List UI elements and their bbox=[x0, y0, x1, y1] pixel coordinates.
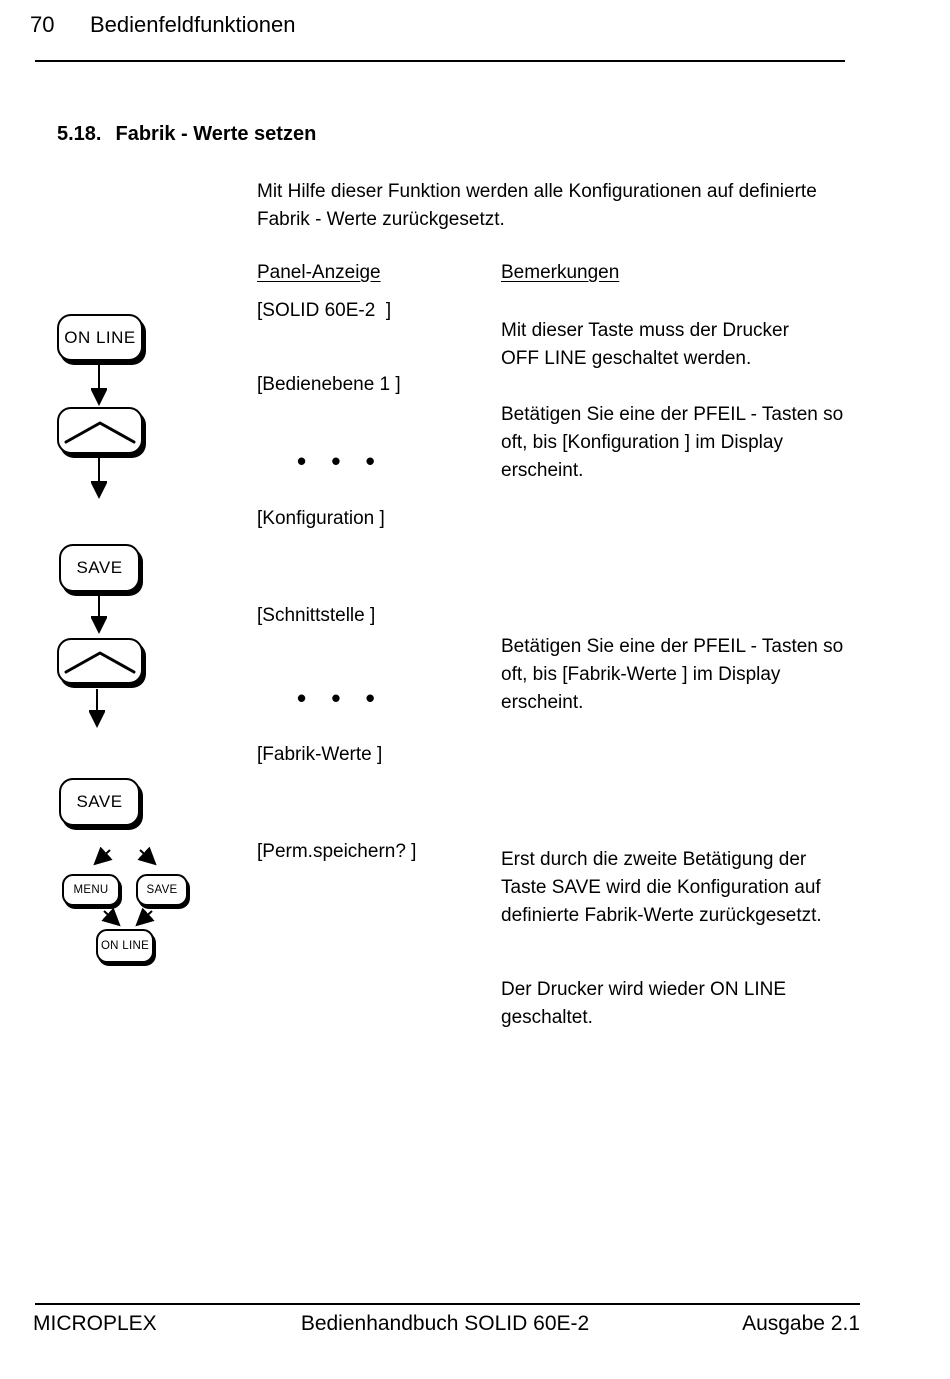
flow-arrow-down-3 bbox=[91, 595, 107, 637]
section-heading bbox=[57, 123, 316, 146]
flow-arrow-down-2 bbox=[91, 458, 107, 502]
remark-4: Erst durch die zweite Betätigung der Taste SAVE wird die Konfiguration auf definierte Fabrik-Werte zurückgesetzt. bbox=[501, 849, 822, 926]
column-header-bemerkungen: Bemerkungen bbox=[501, 262, 620, 283]
section-title: Fabrik - Werte setzen bbox=[115, 123, 317, 145]
online-button-label: ON LINE bbox=[64, 327, 136, 347]
save-button-2 bbox=[59, 778, 140, 826]
footer-doc-title: Bedienhandbuch SOLID 60E-2 bbox=[300, 1312, 590, 1335]
flow-arrow-diag-to-menu bbox=[84, 847, 114, 871]
arrow-up-button-2 bbox=[57, 638, 143, 684]
arrow-up-button-1 bbox=[57, 407, 143, 454]
menu-button-label: MENU bbox=[73, 884, 109, 896]
save-button-small-label: SAVE bbox=[146, 884, 178, 896]
flow-arrow-down-1 bbox=[91, 365, 107, 409]
panel-display-fabrik-werte: [Fabrik-Werte ] bbox=[257, 744, 383, 765]
chevron-up-icon bbox=[63, 646, 137, 676]
chapter-title: Bedienfeldfunktionen bbox=[90, 12, 296, 37]
column-header-panel-anzeige: Panel-Anzeige bbox=[257, 262, 381, 283]
section-number: 5.18. bbox=[57, 123, 102, 145]
menu-button-small bbox=[62, 874, 120, 906]
footer-rule bbox=[35, 1303, 860, 1305]
footer-edition: Ausgabe 2.1 bbox=[742, 1312, 860, 1335]
panel-display-konfiguration: [Konfiguration ] bbox=[257, 508, 385, 529]
panel-display-schnittstelle: [Schnittstelle ] bbox=[257, 605, 376, 626]
chevron-up-icon bbox=[63, 416, 137, 446]
remark-1: Mit dieser Taste muss der Drucker OFF LINE geschaltet werden. bbox=[501, 320, 789, 369]
online-button-small-label: ON LINE bbox=[100, 940, 150, 952]
panel-display-solid: [SOLID 60E-2 ] bbox=[257, 300, 392, 321]
ellipsis-dots-1: • • • bbox=[297, 446, 384, 476]
save-button-1 bbox=[59, 544, 140, 592]
panel-display-perm-speichern: [Perm.speichern? ] bbox=[257, 841, 417, 862]
intro-paragraph: Mit Hilfe dieser Funktion werden alle Konfigurationen auf definierte Fabrik - Werte zurückgesetzt. bbox=[257, 181, 817, 230]
ellipsis-dots-2: • • • bbox=[297, 683, 384, 713]
flow-arrow-down-4 bbox=[89, 689, 105, 731]
footer-brand: MICROPLEX bbox=[33, 1312, 157, 1335]
flow-arrow-diag-to-save bbox=[136, 847, 166, 871]
page-number: 70 bbox=[30, 12, 55, 37]
save-button-1-label: SAVE bbox=[76, 558, 123, 577]
online-button-small bbox=[96, 929, 154, 963]
save-button-small bbox=[136, 874, 188, 906]
panel-display-bedienebene: [Bedienebene 1 ] bbox=[257, 374, 401, 395]
remark-2: Betätigen Sie eine der PFEIL - Tasten so oft, bis [Konfiguration ] im Display erscheint. bbox=[501, 404, 844, 481]
save-button-2-label: SAVE bbox=[76, 792, 123, 811]
header-rule bbox=[35, 60, 845, 62]
remark-3: Betätigen Sie eine der PFEIL - Tasten so oft, bis [Fabrik-Werte ] im Display erscheint. bbox=[501, 636, 844, 713]
remark-5: Der Drucker wird wieder ON LINE geschaltet. bbox=[501, 979, 787, 1028]
online-button bbox=[57, 314, 143, 361]
